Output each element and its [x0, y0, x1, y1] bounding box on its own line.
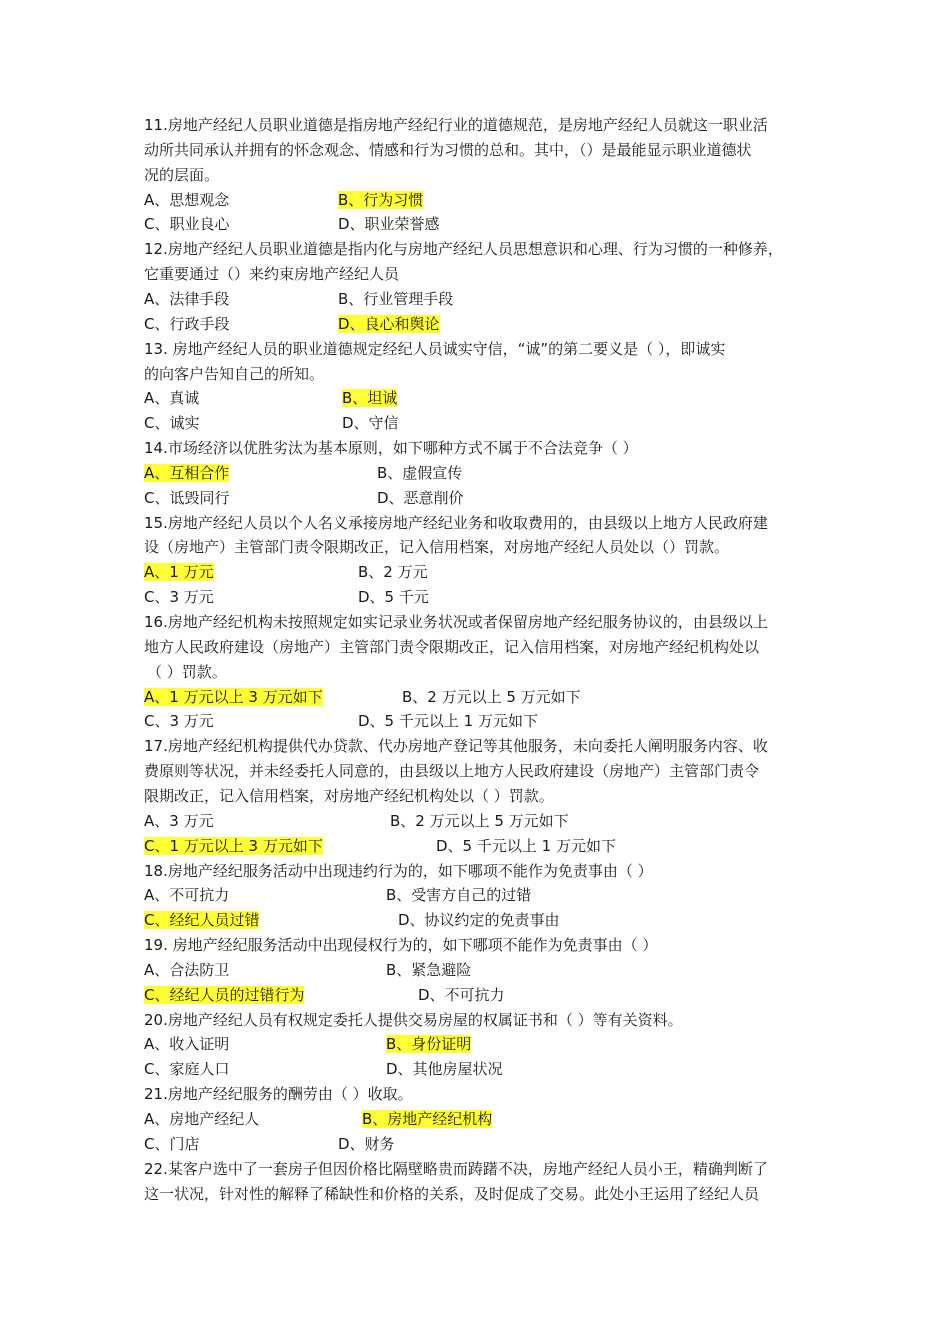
question-13-option-c: C、诚实	[144, 414, 200, 433]
question-16-option-c: C、3 万元	[144, 712, 214, 731]
question-15-line-2: 设（房地产）主管部门责令限期改正，记入信用档案，对房地产经纪人员处以（）罚款。	[144, 538, 730, 557]
question-17-option-d: D、5 千元以上 1 万元如下	[436, 836, 616, 855]
option-cell	[390, 809, 569, 833]
question-15-option-d: D、5 千元	[358, 588, 429, 607]
question-17-option-a: A、3 万元	[144, 811, 214, 830]
question-13-line-1: 13. 房地产经纪人员的职业道德规定经纪人员诚实守信，“诚”的第二要义是（ ），即诚实	[144, 339, 726, 358]
option-cell	[144, 1032, 229, 1056]
question-11-option-c: C、职业良心	[144, 215, 230, 234]
question-16-option-d: D、5 千元以上 1 万元如下	[358, 712, 538, 731]
option-cell	[144, 709, 214, 733]
question-16-line-1: 16.房地产经纪机构未按照规定如实记录业务状况或者保留房地产经纪服务协议的，由县级以上	[144, 613, 768, 631]
question-13-option-d: D、守信	[342, 414, 399, 433]
option-cell	[144, 1132, 199, 1156]
question-13-option-b-answer: B、坦诚	[342, 389, 398, 408]
question-18-option-d: D、协议约定的免责事由	[398, 911, 560, 930]
question-20-option-a: A、收入证明	[144, 1035, 230, 1054]
question-16-option-b: B、2 万元以上 5 万元如下	[402, 687, 581, 706]
question-21-option-b-answer: B、房地产经纪机构	[362, 1110, 493, 1128]
option-cell	[436, 834, 616, 858]
question-18-line-1: 18.房地产经纪服务活动中出现违约行为的，如下哪项不能作为免责事由（ ）	[144, 861, 653, 880]
question-12-option-b: B、行业管理手段	[338, 289, 454, 308]
option-cell	[144, 883, 229, 907]
option-cell	[144, 809, 214, 833]
option-cell	[144, 585, 214, 609]
option-cell	[338, 312, 440, 336]
question-11-line-3: 况的层面。	[144, 165, 220, 184]
question-19-option-b: B、紧急避险	[386, 960, 472, 979]
question-18-option-b: B、受害方自己的过错	[386, 886, 532, 905]
question-19-line-1: 19. 房地产经纪服务活动中出现侵权行为的，如下哪项不能作为免责事由（ ）	[144, 936, 658, 955]
question-21-option-a: A、房地产经纪人	[144, 1110, 260, 1128]
question-14-line-1: 14.市场经济以优胜劣汰为基本原则，如下哪种方式不属于不合法竞争（ ）	[144, 439, 638, 458]
question-18-option-c-answer: C、经纪人员过错	[144, 911, 260, 930]
option-cell	[342, 411, 399, 435]
question-21-option-d: D、财务	[338, 1134, 395, 1153]
question-20-line-1: 20.房地产经纪人员有权规定委托人提供交易房屋的权属证书和（ ）等有关资料。	[144, 1010, 683, 1029]
option-cell	[144, 834, 323, 858]
option-cell	[377, 486, 464, 510]
question-11-option-b-answer: B、行为习惯	[338, 190, 424, 209]
option-cell	[144, 411, 199, 435]
option-cell	[358, 709, 538, 733]
option-cell	[144, 486, 229, 510]
question-11-line-2: 动所共同承认并拥有的怀念观念、情感和行为习惯的总和。其中，（）是最能显示职业道德状	[144, 140, 752, 159]
option-cell	[144, 1057, 229, 1081]
option-cell	[342, 386, 397, 410]
question-15-option-a-answer: A、1 万元	[144, 563, 214, 582]
option-cell	[144, 908, 259, 932]
question-11-option-d: D、职业荣誉感	[338, 215, 440, 234]
question-22-line-2: 这一状况，针对性的解释了稀缺性和价格的关系，及时促成了交易。此处小王运用了经纪人员	[144, 1184, 760, 1203]
question-12-option-c: C、行政手段	[144, 314, 230, 333]
question-14-option-a-answer: A、互相合作	[144, 463, 230, 482]
option-cell	[144, 461, 229, 485]
question-13-option-a: A、真诚	[144, 389, 200, 408]
question-21-line-1: 21.房地产经纪服务的酬劳由（ ）收取。	[144, 1085, 413, 1104]
option-cell	[144, 1107, 259, 1131]
question-12-option-a: A、法律手段	[144, 289, 230, 308]
option-cell	[144, 188, 229, 212]
question-18-option-a: A、不可抗力	[144, 886, 230, 905]
question-16-option-a-answer: A、1 万元以上 3 万元如下	[144, 687, 323, 706]
option-cell	[418, 983, 505, 1007]
question-20-option-b-answer: B、身份证明	[386, 1035, 472, 1054]
question-20-option-c: C、家庭人口	[144, 1060, 230, 1079]
question-19-option-a: A、合法防卫	[144, 960, 230, 979]
question-14-option-c: C、诋毁同行	[144, 488, 230, 507]
question-21-option-c: C、门店	[144, 1134, 200, 1153]
option-cell	[386, 1057, 503, 1081]
option-cell	[398, 908, 560, 932]
question-15-line-1: 15.房地产经纪人员以个人名义承接房地产经纪业务和收取费用的，由县级以上地方人民政府建	[144, 513, 768, 532]
question-12-line-1: 12.房地产经纪人员职业道德是指内化与房地产经纪人员思想意识和心理、行为习惯的一种修养，	[144, 240, 783, 259]
option-cell	[144, 560, 214, 584]
question-11-option-a: A、思想观念	[144, 190, 230, 209]
option-cell	[402, 685, 581, 709]
option-cell	[144, 312, 229, 336]
option-cell	[377, 461, 462, 485]
question-14-option-b: B、虚假宣传	[377, 463, 463, 482]
option-cell	[386, 958, 471, 982]
option-cell	[144, 685, 323, 709]
option-cell	[144, 287, 229, 311]
option-cell	[144, 983, 304, 1007]
question-17-line-1: 17.房地产经纪机构提供代办贷款、代办房地产登记等其他服务，未向委托人阐明服务内容、收	[144, 737, 768, 756]
option-cell	[358, 560, 428, 584]
option-cell	[338, 1132, 395, 1156]
question-17-option-b: B、2 万元以上 5 万元如下	[390, 811, 569, 830]
question-12-option-d-answer: D、良心和舆论	[338, 314, 440, 333]
question-16-line-2: 地方人民政府建设（房地产）主管部门责令限期改正，记入信用档案，对房地产经纪机构处以	[144, 637, 760, 656]
question-17-option-c-answer: C、1 万元以上 3 万元如下	[144, 836, 323, 855]
option-cell	[144, 212, 229, 236]
option-cell	[358, 585, 429, 609]
option-cell	[362, 1107, 492, 1131]
question-14-option-d: D、恶意削价	[377, 488, 464, 507]
option-cell	[338, 212, 440, 236]
question-19-option-d: D、不可抗力	[418, 985, 505, 1004]
question-20-option-d: D、其他房屋状况	[386, 1060, 503, 1079]
option-cell	[144, 958, 229, 982]
option-cell	[144, 386, 199, 410]
question-22-line-1: 22.某客户选中了一套房子但因价格比隔壁略贵而踌躇不决，房地产经纪人员小王，精确判断了	[144, 1159, 768, 1178]
question-13-line-2: 的向客户告知自己的所知。	[144, 364, 325, 383]
option-cell	[338, 287, 453, 311]
question-11-line-1: 11.房地产经纪人员职业道德是指房地产经纪行业的道德规范，是房地产经纪人员就这一职业活	[144, 116, 768, 134]
question-16-line-3: （ ）罚款。	[147, 662, 227, 681]
question-12-line-2: 它重要通过（）来约束房地产经纪人员	[144, 265, 400, 284]
option-cell	[386, 1032, 471, 1056]
option-cell	[338, 188, 423, 212]
question-17-line-3: 限期改正，记入信用档案，对房地产经纪机构处以（ ）罚款。	[144, 786, 554, 805]
question-17-line-2: 费原则等状况，并未经委托人同意的，由县级以上地方人民政府建设（房地产）主管部门责令	[144, 762, 760, 781]
question-19-option-c-answer: C、经纪人员的过错行为	[144, 985, 305, 1004]
question-15-option-c: C、3 万元	[144, 588, 214, 607]
question-15-option-b: B、2 万元	[358, 563, 428, 582]
option-cell	[386, 883, 531, 907]
